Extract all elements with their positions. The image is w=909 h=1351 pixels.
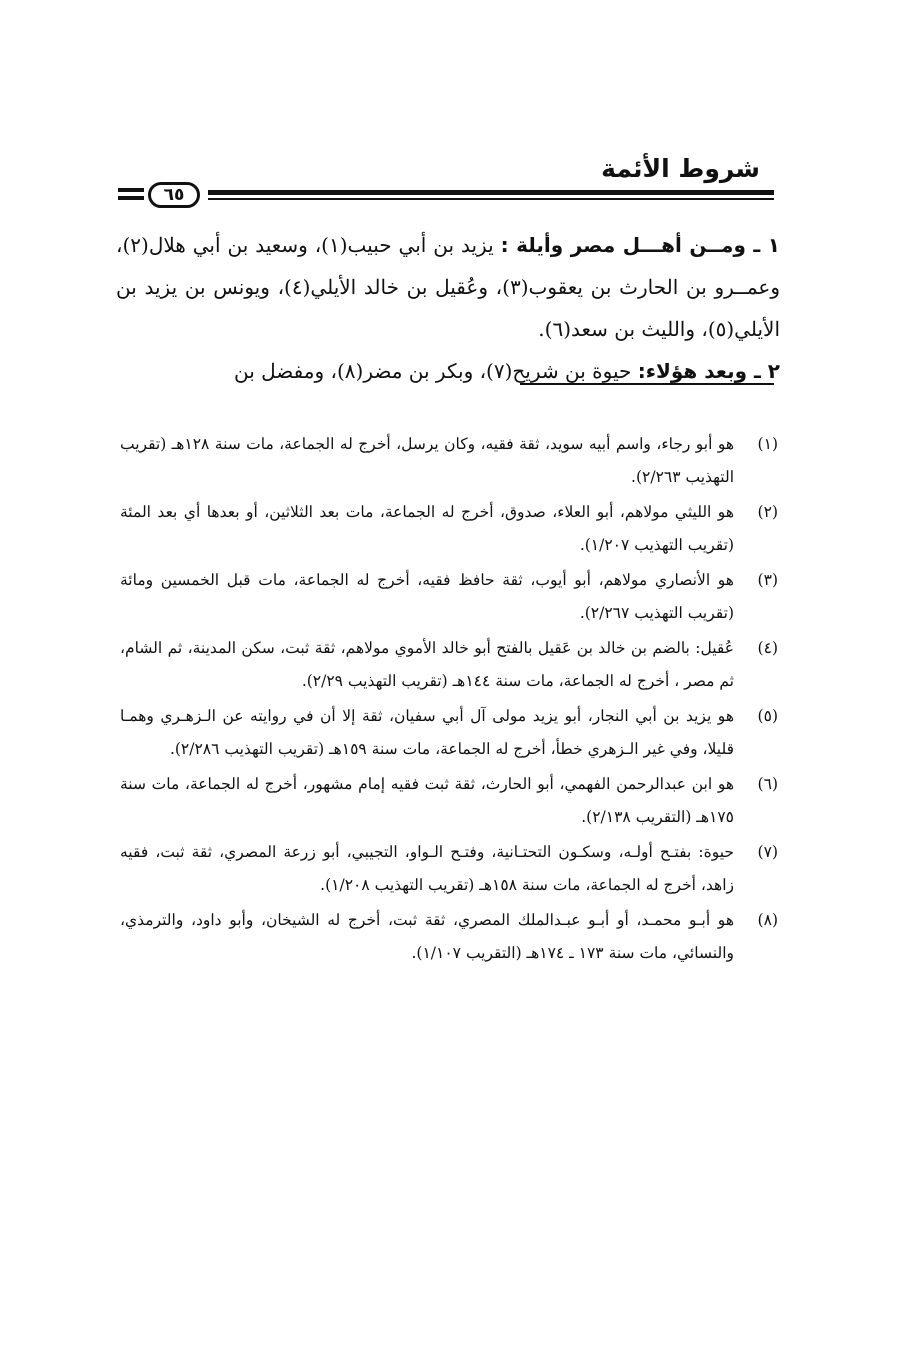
paragraph <box>116 350 780 392</box>
footnote-number: (١) <box>757 435 778 453</box>
footnote-text: هو يزيد بن أبي النجار، أبو يزيد مولى آل أبي سفيان، ثقة إلا أن في روايته عن الـزهـري وهمـا قليلا، وفي غير الـزهري خطأ، أخرج له الجماعة، مات سنة ١٥٩هـ (تقريب التهذيب ٢/٢٨٦). <box>120 707 734 758</box>
footnote <box>120 564 778 630</box>
footnote <box>120 904 778 970</box>
footnote-text: هو الليثي مولاهم، أبو العلاء، صدوق، أخرج له الجماعة، مات بعد الثلاثين، أو بعدها أي بعد المئة (تقريب التهذيب ١/٢٠٧). <box>120 503 734 554</box>
footnote <box>120 836 778 902</box>
footnote-separator <box>520 383 774 385</box>
paragraph-lead: ١ ـ ومــن أهـــل مصر وأيلة : <box>500 233 780 257</box>
footnote-text: هو ابن عبدالرحمن الفهمي، أبو الحارث، ثقة ثبت فقيه إمام مشهور، أخرج له الجماعة، مات سنة ١٧٥هـ (التقريب ٢/١٣٨). <box>120 775 734 826</box>
header-rule-thick <box>208 190 774 195</box>
paragraph-lead: ٢ ـ وبعد هؤلاء: <box>637 359 780 383</box>
page-number: ٦٥ <box>148 182 200 208</box>
footnote <box>120 428 778 494</box>
footnote-number: (٨) <box>757 911 778 929</box>
footnote-text: حيوة: بفتـح أولـه، وسكـون التحتـانية، وفتـح الـواو، التجيبي، أبو زرعة المصري، ثقة ثبت، فقيه زاهد، أخرج له الجماعة، مات سنة ١٥٨هـ (تقريب التهذيب ١/٢٠٨). <box>120 843 734 894</box>
main-text <box>116 224 780 392</box>
page-header <box>118 150 774 206</box>
footnote-number: (٢) <box>757 503 778 521</box>
footnotes <box>120 428 778 972</box>
running-title: شروط الأئمة <box>601 154 760 183</box>
paragraph-text: يزيد بن أبي حبيب(١)، وسعيد بن أبي هلال(٢)، وعمــرو بن الحارث بن يعقوب(٣)، وعُقيل بن خالد الأيلي(٤)، ويونس بن يزيد بن الأيلي(٥)، والليث بن سعد(٦). <box>116 233 781 341</box>
footnote-text: عُقيل: بالضم بن خالد بن عَقيل بالفتح أبو خالد الأموي مولاهم، ثقة ثبت، سكن المدينة، ثم الشام، ثم مصر ، أخرج له الجماعة، مات سنة ١٤٤هـ (تقريب التهذيب ٢/٢٩). <box>120 639 734 690</box>
header-rule-left-bottom <box>118 196 144 200</box>
paragraph-text: حيوة بن شريح(٧)، وبكر بن مضر(٨)، ومفضل بن <box>234 359 638 383</box>
header-rule-thin <box>208 198 774 200</box>
footnote-text: هو أبـو محمـد، أو أبـو عبـدالملك المصري، ثقة ثبت، أخرج له الشيخان، وأبو داود، والترمذي، والنسائي، مات سنة ١٧٣ ـ ١٧٤هـ (التقريب ١/١٠٧). <box>120 911 734 962</box>
footnote <box>120 496 778 562</box>
footnote-text: هو أبو رجاء، واسم أبيه سويد، ثقة فقيه، وكان يرسل، أخرج له الجماعة، مات سنة ١٢٨هـ (تقريب التهذيب ٢/٢٦٣). <box>120 435 734 486</box>
footnote-text: هو الأنصاري مولاهم، أبو أيوب، ثقة حافظ فقيه، أخرج له الجماعة، مات قبل الخمسين ومائة (تقريب التهذيب ٢/٢٦٧). <box>120 571 734 622</box>
footnote-number: (٣) <box>757 571 778 589</box>
footnote-number: (٦) <box>757 775 778 793</box>
footnote <box>120 768 778 834</box>
header-rule-left-top <box>118 188 144 192</box>
paragraph <box>116 224 780 350</box>
footnote-number: (٥) <box>757 707 778 725</box>
footnote-number: (٧) <box>757 843 778 861</box>
footnote <box>120 632 778 698</box>
footnote <box>120 700 778 766</box>
footnote-number: (٤) <box>757 639 778 657</box>
